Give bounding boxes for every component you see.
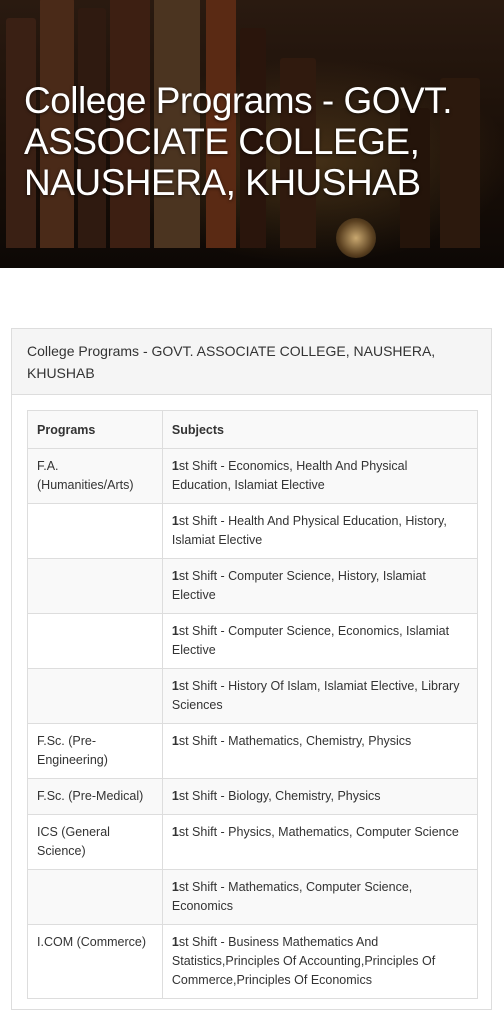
- panel-heading: College Programs - GOVT. ASSOCIATE COLLEGE, NAUSHERA, KHUSHAB: [12, 329, 491, 395]
- shift-number: 1: [171, 679, 179, 693]
- program-cell: F.Sc. (Pre-Medical): [28, 779, 163, 815]
- subjects-text: st Shift - Mathematics, Chemistry, Physics: [178, 734, 412, 748]
- table-row: [28, 669, 478, 724]
- column-header-subjects: Subjects: [162, 411, 477, 449]
- subjects-cell: [162, 815, 477, 870]
- column-header-programs: Programs: [28, 411, 163, 449]
- subjects-cell: [162, 559, 477, 614]
- table-row: [28, 504, 478, 559]
- program-cell: [28, 870, 163, 925]
- table-header-row: [28, 411, 478, 449]
- subjects-cell: [162, 925, 477, 999]
- program-cell: F.A. (Humanities/Arts): [28, 449, 163, 504]
- shift-number: 1: [171, 514, 179, 528]
- shift-number: 1: [171, 624, 179, 638]
- table-row: [28, 779, 478, 815]
- subjects-text: st Shift - Health And Physical Education, History, Islamiat Elective: [171, 514, 447, 547]
- table-row: [28, 614, 478, 669]
- subjects-text: st Shift - Mathematics, Computer Science, Economics: [171, 880, 413, 913]
- program-cell: ICS (General Science): [28, 815, 163, 870]
- table-row: [28, 815, 478, 870]
- program-cell: [28, 559, 163, 614]
- subjects-text: st Shift - History Of Islam, Islamiat Elective, Library Sciences: [171, 679, 460, 712]
- program-cell: [28, 669, 163, 724]
- table-row: [28, 449, 478, 504]
- subjects-text: st Shift - Biology, Chemistry, Physics: [178, 789, 381, 803]
- subjects-cell: [162, 669, 477, 724]
- program-cell: [28, 614, 163, 669]
- subjects-cell: [162, 614, 477, 669]
- shift-number: 1: [171, 825, 179, 839]
- hero-banner: [0, 0, 504, 268]
- shift-number: 1: [171, 935, 179, 949]
- table-row: [28, 559, 478, 614]
- program-cell: [28, 504, 163, 559]
- subjects-text: st Shift - Computer Science, Economics, Islamiat Elective: [171, 624, 450, 657]
- programs-table: [27, 410, 478, 999]
- shift-number: 1: [171, 734, 179, 748]
- subjects-cell: [162, 724, 477, 779]
- subjects-cell: [162, 870, 477, 925]
- subjects-cell: [162, 504, 477, 559]
- subjects-text: st Shift - Economics, Health And Physical Education, Islamiat Elective: [171, 459, 408, 492]
- subjects-text: st Shift - Business Mathematics And Statistics,Principles Of Accounting,Principles Of Commerce,Principles Of Economics: [171, 935, 436, 987]
- table-row: [28, 870, 478, 925]
- candle-glow: [336, 218, 376, 258]
- table-row: [28, 724, 478, 779]
- shift-number: 1: [171, 569, 179, 583]
- shift-number: 1: [171, 789, 179, 803]
- subjects-cell: [162, 779, 477, 815]
- shift-number: 1: [171, 459, 179, 473]
- subjects-cell: [162, 449, 477, 504]
- shift-number: 1: [171, 880, 179, 894]
- program-cell: I.COM (Commerce): [28, 925, 163, 999]
- programs-panel: [11, 328, 492, 1010]
- programs-table-wrapper: [27, 410, 478, 999]
- program-cell: F.Sc. (Pre-Engineering): [28, 724, 163, 779]
- table-row: [28, 925, 478, 999]
- subjects-text: st Shift - Physics, Mathematics, Computer Science: [178, 825, 459, 839]
- subjects-text: st Shift - Computer Science, History, Islamiat Elective: [171, 569, 426, 602]
- page-title: College Programs - GOVT. ASSOCIATE COLLEGE, NAUSHERA, KHUSHAB: [24, 80, 453, 203]
